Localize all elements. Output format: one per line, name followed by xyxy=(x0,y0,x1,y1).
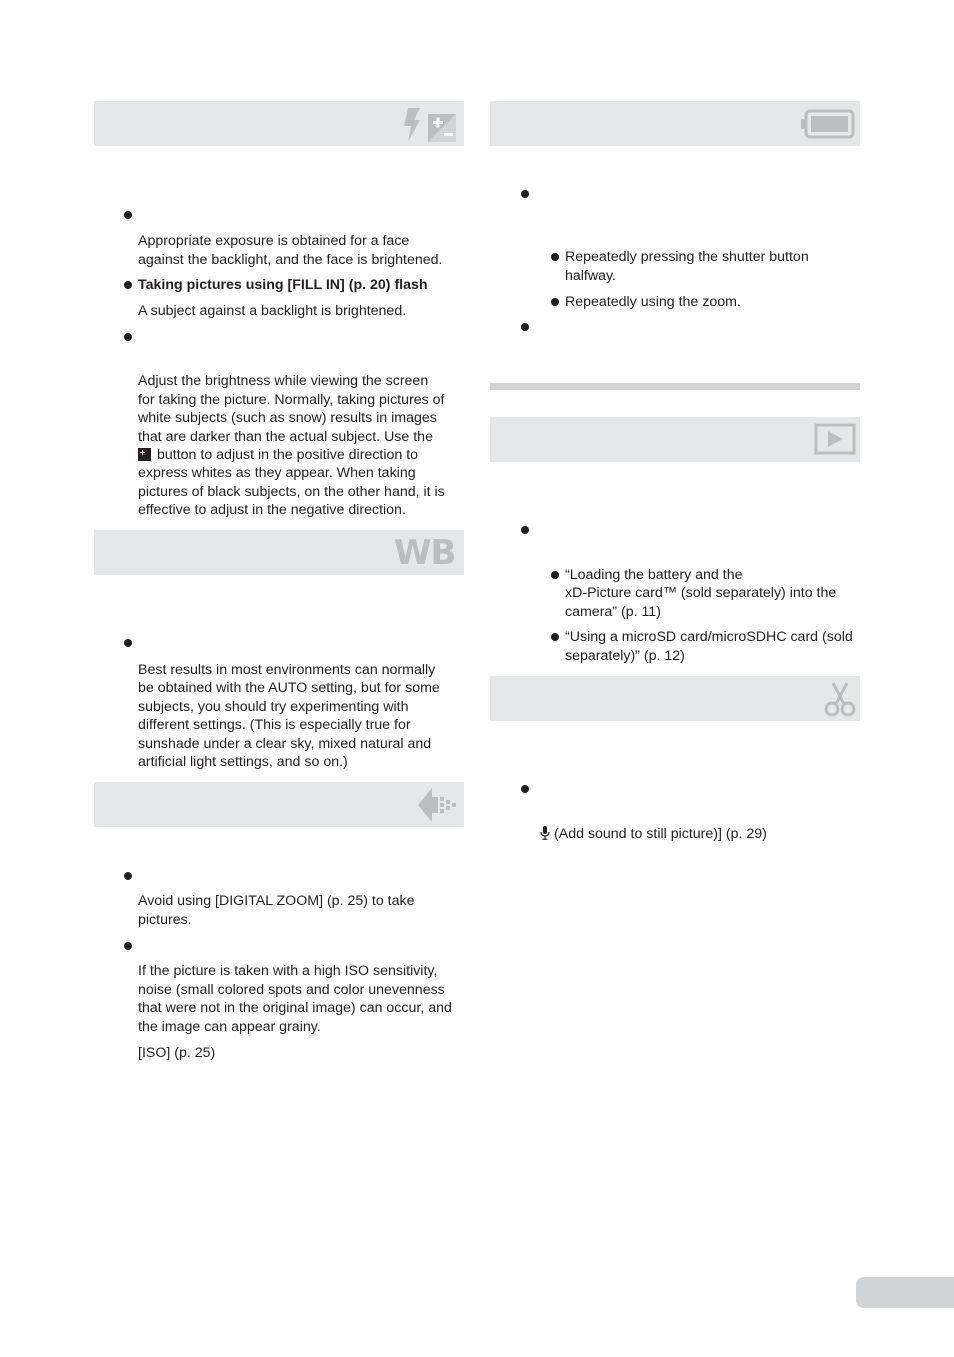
playback-sub-1-line-3: camera” (p. 11) xyxy=(565,604,661,620)
battery-sub-1-line-1: Repeatedly pressing the shutter button xyxy=(565,249,809,265)
exposure-button-icon xyxy=(138,448,151,461)
sub-bullet xyxy=(551,571,559,579)
wb-icon: WB xyxy=(394,533,456,573)
playback-sub-2-line-1: “Using a microSD card/microSDHC card (sold xyxy=(565,629,853,645)
brightness-line-8: effective to adjust in the negative direction. xyxy=(138,502,406,518)
sub-bullet xyxy=(551,253,559,261)
battery-sub-2: Repeatedly using the zoom. xyxy=(565,294,741,310)
bullet xyxy=(124,872,132,880)
page-number-tab xyxy=(856,1277,954,1308)
brightness-line-2: for taking the picture. Normally, taking pictures of xyxy=(138,392,445,408)
playback-sub-2-line-2: separately)” (p. 12) xyxy=(565,648,685,664)
add-sound-reference: (Add sound to still picture)] (p. 29) xyxy=(540,825,767,843)
scissors-icon xyxy=(822,680,858,718)
iso-line-2: noise (small colored spots and color unevenness xyxy=(138,982,445,998)
bullet xyxy=(124,333,132,341)
wb-line-5: sunshade under a clear sky, mixed natural and xyxy=(138,736,432,752)
section-divider xyxy=(490,383,860,390)
sub-bullet xyxy=(551,633,559,641)
playback-sub-1-line-2: xD-Picture card™ (sold separately) into the xyxy=(565,585,837,601)
brightness-line-5: button to adjust in the positive direction to xyxy=(138,446,418,464)
bullet xyxy=(124,942,132,950)
playback-sub-1-line-1: “Loading the battery and the xyxy=(565,567,743,583)
fill-in-flash-text: A subject against a backlight is brightened. xyxy=(138,303,407,319)
playback-icon xyxy=(814,422,856,456)
brightness-line-7: pictures of black subjects, on the other hand, it is xyxy=(138,484,445,500)
brightness-line-3: white subjects (such as snow) results in images xyxy=(138,410,437,426)
iso-line-4: the image can appear grainy. xyxy=(138,1019,321,1035)
wb-line-1: Best results in most environments can normally xyxy=(138,662,436,678)
iso-reference: [ISO] (p. 25) xyxy=(138,1045,216,1061)
bullet xyxy=(124,211,132,219)
edit-section-header xyxy=(490,676,860,721)
microphone-icon xyxy=(540,826,550,840)
bullet xyxy=(521,526,529,534)
iso-line-1: If the picture is taken with a high ISO sensitivity, xyxy=(138,963,438,979)
fill-in-flash-title: Taking pictures using [FILL IN] (p. 20) flash xyxy=(138,277,428,293)
battery-icon xyxy=(800,108,856,140)
digital-zoom-line-1: Avoid using [DIGITAL ZOOM] (p. 25) to take xyxy=(138,893,415,909)
brightness-line-1: Adjust the brightness while viewing the screen xyxy=(138,373,429,389)
bullet xyxy=(521,323,529,331)
image-quality-icon xyxy=(416,786,460,824)
flash-exposure-icon xyxy=(398,106,460,144)
playback-section-header xyxy=(490,417,860,462)
battery-sub-1-line-2: halfway. xyxy=(565,268,616,284)
bullet xyxy=(521,190,529,198)
iso-line-3: that were not in the original image) can occur, and xyxy=(138,1000,452,1016)
sub-bullet xyxy=(551,298,559,306)
brightness-line-4: that are darker than the actual subject. Use the xyxy=(138,429,433,445)
wb-line-4: different settings. (This is especially true for xyxy=(138,717,411,733)
bullet xyxy=(124,639,132,647)
exposure-text-1: Appropriate exposure is obtained for a face xyxy=(138,233,410,249)
exposure-text-2: against the backlight, and the face is brightened. xyxy=(138,252,443,268)
digital-zoom-line-2: pictures. xyxy=(138,912,192,928)
bullet xyxy=(124,281,132,289)
image-quality-section-header xyxy=(94,782,464,827)
wb-line-6: artificial light settings, and so on.) xyxy=(138,754,348,770)
brightness-line-6: express whites as they appear. When taking xyxy=(138,465,416,481)
bullet xyxy=(521,785,529,793)
wb-line-3: subjects, you should try experimenting with xyxy=(138,699,409,715)
wb-line-2: be obtained with the AUTO setting, but for some xyxy=(138,680,440,696)
